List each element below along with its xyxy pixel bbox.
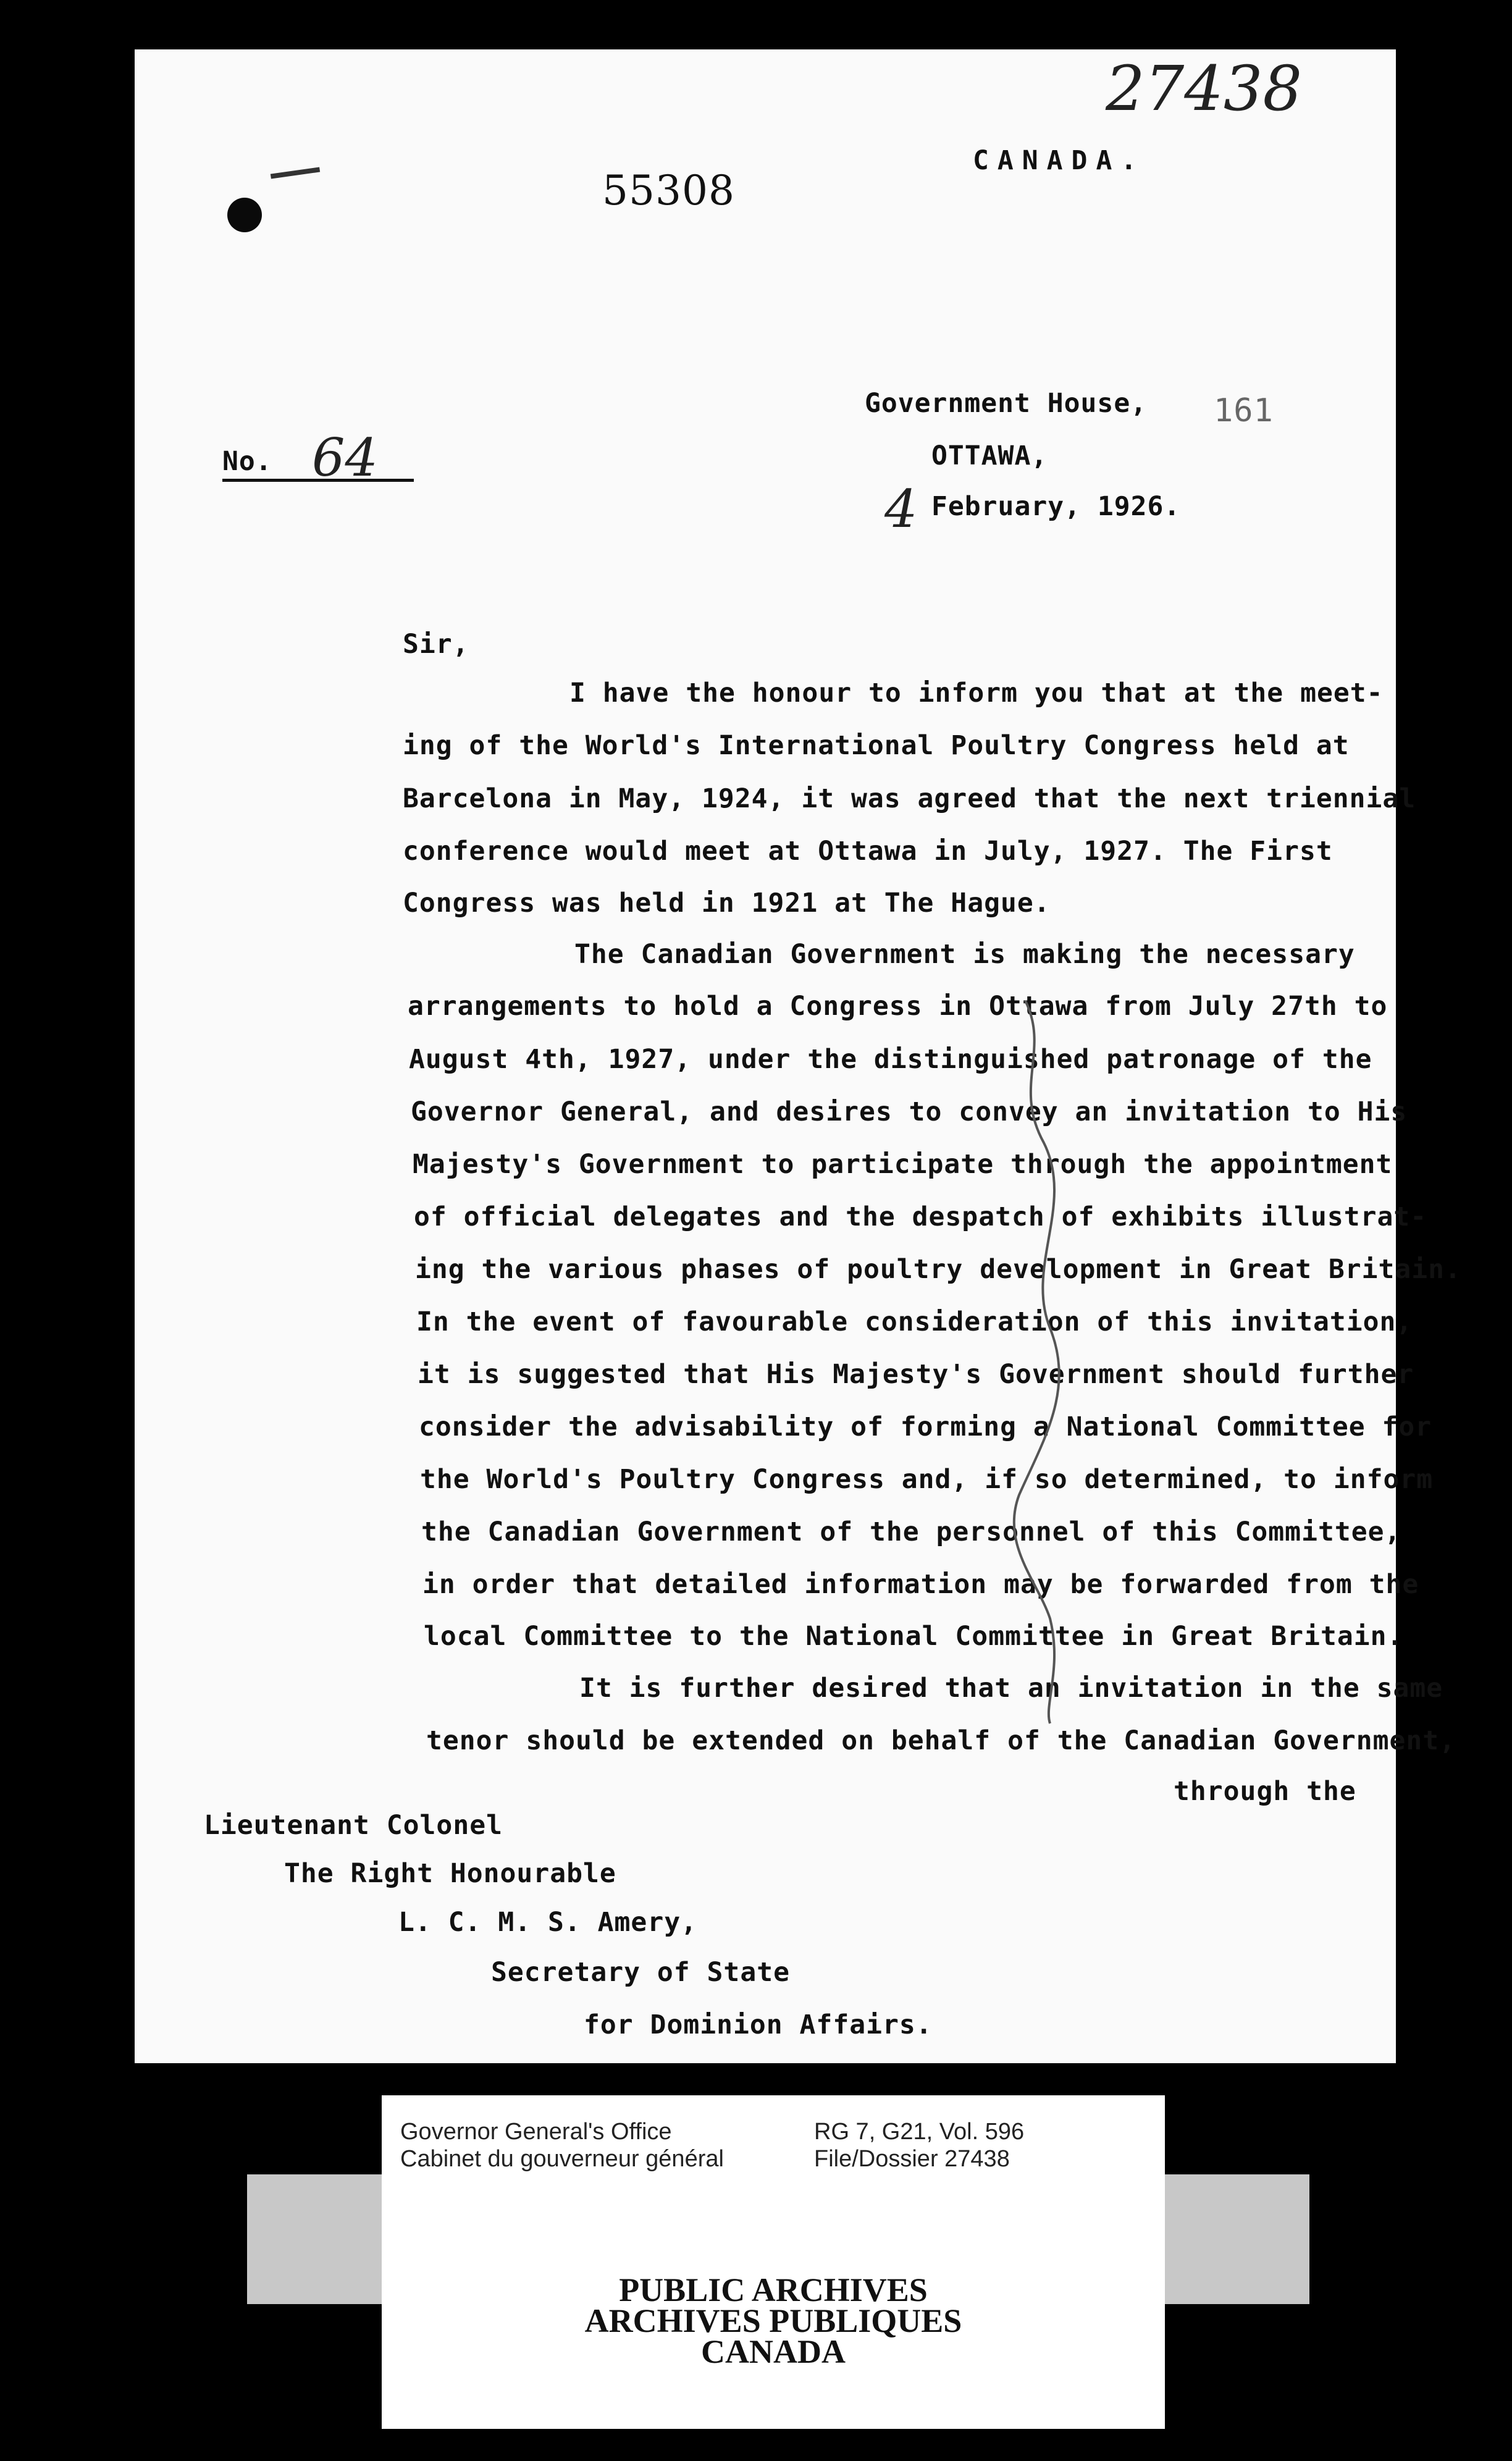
body-line: the World's Poultry Congress and, if so determined, to inform — [420, 1464, 1434, 1495]
body-line: August 4th, 1927, under the distinguished patronage of the — [409, 1044, 1372, 1075]
body-line: I have the honour to inform you that at the meet- — [569, 678, 1384, 709]
body-line: it is suggested that His Majesty's Government should further — [418, 1359, 1414, 1390]
archive-title-country: CANADA — [701, 2333, 846, 2370]
body-line: the Canadian Government of the personnel of this Committee, — [421, 1517, 1401, 1547]
addressee-title: The Right Honourable — [284, 1858, 616, 1889]
body-line: Congress was held in 1921 at The Hague. — [403, 888, 1051, 919]
body-line: Majesty's Government to participate through the appointment — [413, 1149, 1393, 1180]
body-line: Governor General, and desires to convey an invitation to His — [411, 1096, 1408, 1127]
archive-title-fr: ARCHIVES PUBLIQUES — [584, 2302, 962, 2339]
page-mark: 161 — [1214, 392, 1274, 429]
dateline-city: OTTAWA, — [931, 440, 1048, 471]
addressee-department: for Dominion Affairs. — [584, 2009, 933, 2040]
body-line: It is further desired that an invitation in the same — [579, 1673, 1443, 1704]
body-line: arrangements to hold a Congress in Ottawa from July 27th to — [408, 991, 1388, 1022]
handwritten-file-number: 27438 — [1106, 53, 1303, 125]
archive-file: File/Dossier 27438 — [814, 2146, 1010, 2172]
dateline-day-handwritten: 4 — [884, 479, 918, 539]
body-line: local Committee to the National Committee in Great Britain. — [424, 1621, 1404, 1652]
body-line: consider the advisability of forming a National Committee for — [419, 1411, 1432, 1442]
body-line: ing of the World's International Poultry Congress held at — [403, 730, 1350, 761]
body-line: In the event of favourable consideration of this invitation, — [416, 1306, 1413, 1337]
body-line: in order that detailed information may be forwarded from the — [422, 1569, 1419, 1600]
continuation-text: through the — [1174, 1776, 1356, 1807]
addressee-office: Secretary of State — [491, 1957, 790, 1988]
body-line: Barcelona in May, 1924, it was agreed that the next triennial — [403, 783, 1416, 814]
archive-reference: RG 7, G21, Vol. 596 — [814, 2119, 1025, 2145]
body-line: conference would meet at Ottawa in July, 1927. The First — [403, 836, 1333, 867]
archive-office-en: Governor General's Office — [400, 2119, 672, 2145]
despatch-number-label: No. — [222, 446, 272, 477]
archive-office-fr: Cabinet du gouverneur général — [400, 2146, 724, 2172]
addressee-name: L. C. M. S. Amery, — [398, 1907, 697, 1938]
body-line: tenor should be extended on behalf of the Canadian Government, — [426, 1725, 1456, 1756]
addressee-rank: Lieutenant Colonel — [204, 1810, 503, 1841]
dateline-date: February, 1926. — [931, 491, 1181, 522]
body-line: ing the various phases of poultry development in Great Britain. — [415, 1254, 1461, 1285]
archive-card — [382, 2095, 1165, 2429]
despatch-number-value: 64 — [312, 427, 378, 488]
file-stamp-number: 55308 — [602, 167, 735, 214]
body-line: The Canadian Government is making the necessary — [574, 939, 1355, 970]
archive-title-en: PUBLIC ARCHIVES — [619, 2271, 928, 2308]
dateline-house: Government House, — [865, 388, 1148, 419]
salutation: Sir, — [403, 629, 469, 660]
country-heading: CANADA. — [973, 145, 1146, 176]
body-line: of official delegates and the despatch of exhibits illustrat- — [414, 1201, 1427, 1232]
